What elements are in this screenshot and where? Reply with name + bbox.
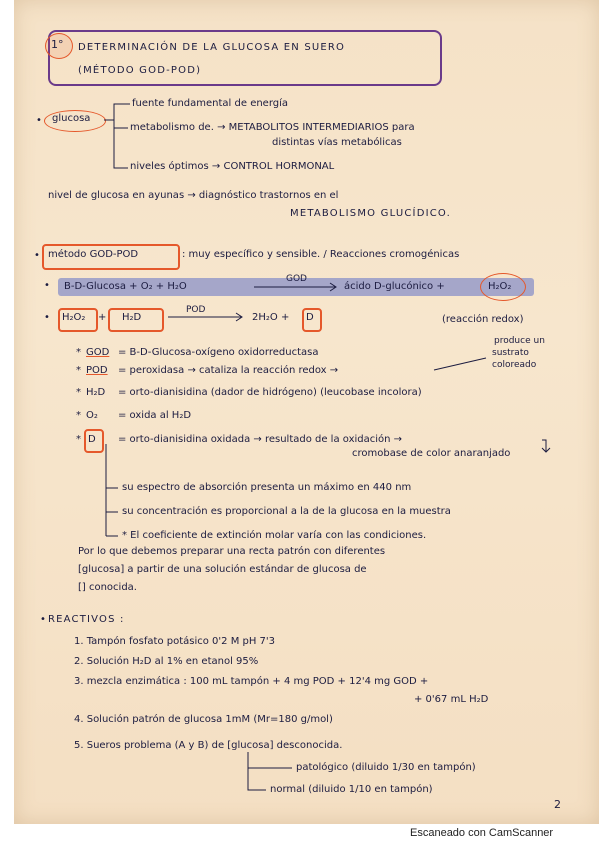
reactivo-3: 3. mezcla enzimática : 100 mL tampón + 4 mg POD + 12'4 mg GOD +: [74, 676, 429, 687]
def-pod-text: = peroxidasa → cataliza la reacción redox →: [118, 365, 339, 376]
conclusion-2: [glucosa] a partir de una solución estándar de glucosa de: [78, 564, 367, 575]
plus: +: [98, 312, 107, 323]
def-pod-key: POD: [86, 365, 108, 376]
bullet: •: [34, 250, 40, 261]
metodo-description: : muy específico y sensible. / Reacciones cromogénicas: [182, 249, 460, 260]
reactivo-3b: + 0'67 mL H₂D: [414, 694, 489, 705]
branch-line: [114, 120, 128, 128]
def-h2d-text: = orto-dianisidina (dador de hidrógeno) (leucobase incolora): [118, 387, 422, 398]
arrow: [542, 440, 550, 452]
tree-line: [106, 488, 118, 536]
title-line-2: (MÉTODO GOD-POD): [78, 65, 202, 76]
glucosa-branch-2: metabolismo de. → METABOLITOS INTERMEDIARIOS para: [130, 122, 415, 133]
reactivo-5-sub-2: normal (diluido 1/10 en tampón): [270, 784, 433, 795]
reaction-2-products: 2H₂O +: [252, 312, 290, 323]
pod-note-2: sustrato: [492, 348, 529, 358]
glucosa-branch-2b: distintas vías metabólicas: [272, 137, 402, 148]
bullet: •: [44, 312, 50, 323]
def-god-text: = B-D-Glucosa-oxígeno oxidorreductasa: [118, 347, 319, 358]
def-god-key: GOD: [86, 347, 110, 358]
d-note: cromobase de color anaranjado: [352, 448, 511, 459]
def-h2d-key: H₂D: [86, 387, 106, 398]
reaction-1-h2o2: H₂O₂: [488, 281, 512, 292]
reaction-1-reactants: B-D-Glucosa + O₂ + H₂O: [64, 281, 187, 292]
arrow: [254, 283, 336, 291]
reaction-2-note: (reacción redox): [442, 314, 524, 325]
def-o2-text: = oxida al H₂D: [118, 410, 192, 421]
scanner-footer: Escaneado con CamScanner: [410, 827, 554, 839]
page-number: 2: [554, 798, 561, 811]
reactivo-4: 4. Solución patrón de glucosa 1mM (Mr=180 g/mol): [74, 714, 333, 725]
conclusion-1: Por lo que debemos preparar una recta patrón con diferentes: [78, 546, 386, 557]
branch-line: [114, 120, 128, 168]
reaction-2-d: D: [306, 312, 314, 323]
reactivo-1: 1. Tampón fosfato potásico 0'2 M pH 7'3: [74, 636, 276, 647]
def-star: *: [76, 365, 81, 376]
def-d-key: D: [88, 434, 96, 445]
conclusion-3: [] conocida.: [78, 582, 137, 593]
def-star: *: [76, 434, 81, 445]
bullet: •: [44, 280, 50, 291]
arrow: [434, 358, 486, 370]
connector-lines: [14, 0, 599, 824]
prop-2: su concentración es proporcional a la de la glucosa en la muestra: [122, 506, 451, 517]
prop-3: * El coeficiente de extinción molar varía con las condiciones.: [122, 530, 427, 541]
glucosa-label: glucosa: [52, 113, 91, 124]
nivel-line-1: nivel de glucosa en ayunas → diagnóstico trastornos en el: [48, 190, 339, 201]
prop-1: su espectro de absorción presenta un máximo en 440 nm: [122, 482, 412, 493]
reactivo-5: 5. Sueros problema (A y B) de [glucosa] desconocida.: [74, 740, 343, 751]
bullet: •: [40, 614, 46, 625]
branch-line: [104, 104, 130, 120]
glucosa-branch-3: niveles óptimos → CONTROL HORMONAL: [130, 161, 335, 172]
reaction-2-h2d: H₂D: [122, 312, 142, 323]
tree-line: [248, 752, 266, 790]
metodo-label: método GOD-POD: [48, 249, 139, 260]
reactivo-5-sub-1: patológico (diluido 1/30 en tampón): [296, 762, 476, 773]
notebook-page: [14, 0, 599, 824]
pod-note-3: coloreado: [492, 360, 537, 370]
glucosa-branch-1: fuente fundamental de energía: [132, 98, 289, 109]
reaction-1-enzyme: GOD: [286, 274, 307, 284]
reactivo-2: 2. Solución H₂D al 1% en etanol 95%: [74, 656, 259, 667]
title-line-1: DETERMINACIÓN DE LA GLUCOSA EN SUERO: [78, 42, 346, 53]
reaction-2-enzyme: POD: [186, 305, 206, 315]
title-number: 1°: [51, 38, 64, 51]
def-star: *: [76, 347, 81, 358]
bullet: •: [36, 115, 42, 126]
reactivos-label: REACTIVOS :: [48, 614, 125, 625]
def-o2-key: O₂: [86, 410, 98, 421]
arrow: [168, 313, 242, 321]
nivel-line-2: METABOLISMO GLUCÍDICO.: [290, 208, 451, 219]
def-star: *: [76, 387, 81, 398]
def-d-text: = orto-dianisidina oxidada → resultado de la oxidación →: [118, 434, 403, 445]
pod-note-1: produce un: [494, 336, 545, 346]
reaction-2-h2o2: H₂O₂: [62, 312, 86, 323]
def-star: *: [76, 410, 81, 421]
reaction-1-products: ácido D-glucónico +: [344, 281, 445, 292]
